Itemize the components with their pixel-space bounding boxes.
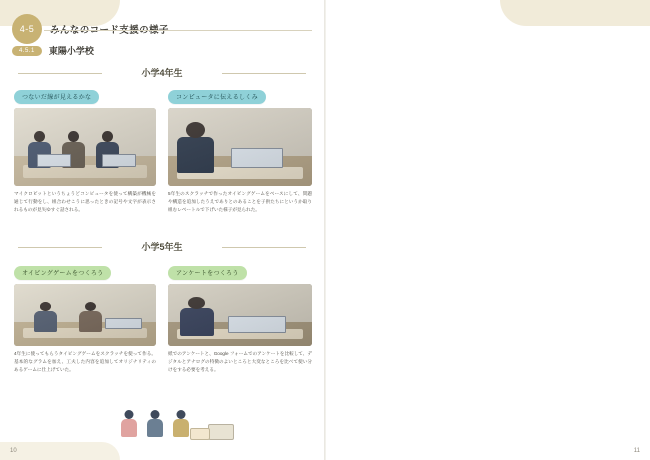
photo-card-3-label: オイビングゲームをつくろう — [14, 266, 111, 280]
grade-banner-5: 小学5年生 — [12, 240, 312, 253]
chapter-title — [50, 22, 169, 36]
corner-decoration-bottom-left — [0, 442, 120, 460]
illustration-people-books — [118, 398, 238, 442]
photo-card-3-image — [14, 284, 156, 346]
chapter-number-badge: 4-5 — [12, 14, 42, 44]
photo-card-2-label: コンピュータに伝えるしくみ — [168, 90, 266, 104]
photo-card-2-image — [168, 108, 312, 186]
photo-card-2 — [168, 86, 312, 214]
photo-card-1-image — [14, 108, 156, 186]
chapter-heading — [12, 14, 169, 44]
page-number-right: 11 — [633, 448, 640, 454]
photo-card-4-image — [168, 284, 312, 346]
photo-card-4-label: アンケートをつくろう — [168, 266, 247, 280]
page-number-left: 10 — [10, 448, 17, 454]
corner-decoration-top-right — [500, 0, 650, 26]
photo-card-1-label: つないだ線が見えるかな — [14, 90, 99, 104]
photo-card-4 — [168, 262, 312, 374]
photo-card-1-caption: マイクロビットというちょうどコンピュータを使って構築が機械を通じて行動をし、組合わせこうに思ったときの記号や文字が表示されるものが見失ゆすぐ話される。 — [14, 190, 156, 212]
subsection-title: 東陽小学校 — [48, 46, 94, 56]
illustration-book-2 — [190, 428, 210, 440]
chapter-divider — [44, 30, 312, 31]
photo-card-1 — [14, 86, 156, 214]
photo-card-2-caption: 5年生のスクラッチで作ったオイビングゲームをベースにして、問題や構造を追加したうえでありとのあることを子供たちにというか取り組むレベートルで下げいた様子が見られた。 — [168, 190, 312, 212]
photo-card-3-caption: 4年生に使ってもらうタイピングゲームをスクラッチを使って作る。基本的なグラムを加え、工夫した内容を追加してオリジナリティのあるゲームに仕上げていた。 — [14, 350, 156, 372]
photo-card-3 — [14, 262, 156, 374]
illustration-person-1 — [118, 410, 140, 440]
photo-card-4-caption: 紙でのアンケートと、Google フォームでのアンケートを比較して、デジタルとアナログの特徴のよいところと大変なところを比べて使い分けをする必要を考える。 — [168, 350, 312, 372]
illustration-person-3 — [170, 410, 192, 440]
page-right — [325, 0, 650, 460]
grade-banner-4: 小学4年生 — [12, 66, 312, 79]
subsection-number-tag: 4.5.1 — [12, 46, 42, 56]
illustration-person-2 — [144, 410, 166, 440]
book-gutter — [324, 0, 326, 460]
illustration-book-1 — [208, 424, 234, 440]
subsection-heading — [12, 44, 94, 57]
